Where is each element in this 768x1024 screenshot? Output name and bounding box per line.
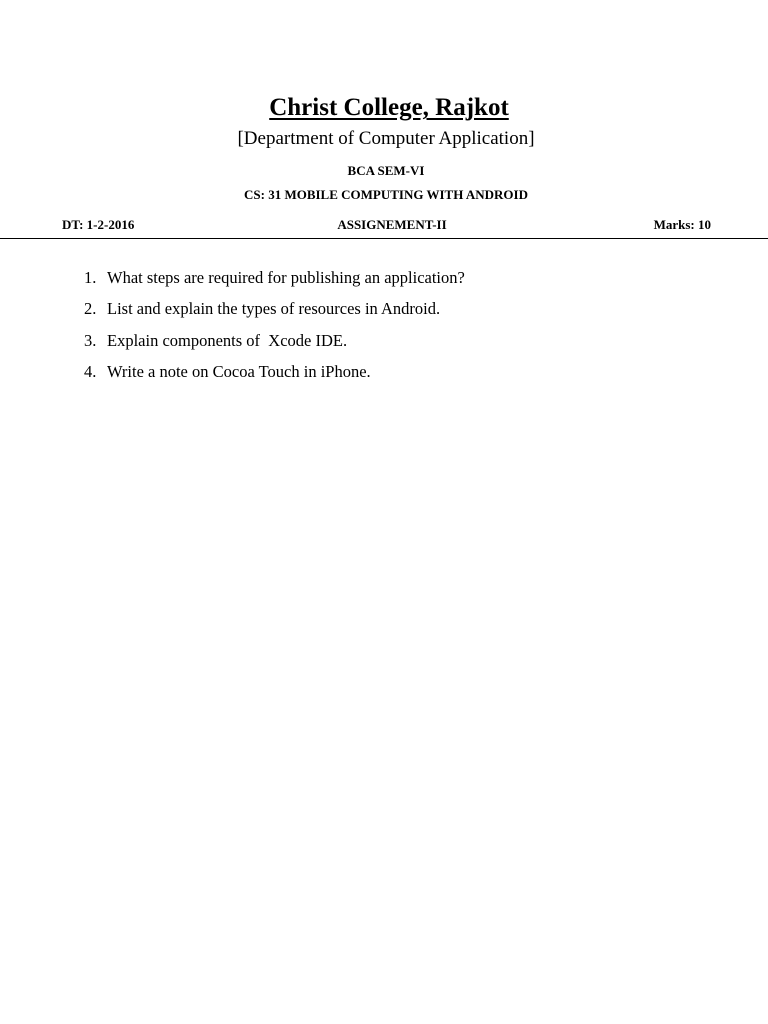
question-item xyxy=(0,297,768,328)
semester-label: BCA SEM-VI xyxy=(347,163,425,178)
question-item xyxy=(0,329,768,360)
question-text: Explain components of Xcode IDE. xyxy=(107,330,348,350)
assignment-title: ASSIGNEMENT-II xyxy=(337,217,447,232)
question-number: 4. xyxy=(84,361,97,381)
question-number: 1. xyxy=(84,268,97,287)
assignment-date: DT: 1-2-2016 xyxy=(62,217,135,232)
meta-row xyxy=(0,216,768,234)
question-list xyxy=(0,266,768,391)
header-divider xyxy=(0,238,768,239)
subject-title: CS: 31 MOBILE COMPUTING WITH ANDROID xyxy=(244,187,528,202)
department-name: [Department of Computer Application] xyxy=(237,128,535,149)
question-number: 2. xyxy=(84,299,97,319)
question-text: Write a note on Cocoa Touch in iPhone. xyxy=(107,361,371,381)
question-text: List and explain the types of resources in Android. xyxy=(107,299,441,319)
question-item xyxy=(0,266,768,297)
college-title: Christ College, Rajkot xyxy=(269,94,509,121)
question-item xyxy=(0,360,768,391)
question-text: What steps are required for publishing an application? xyxy=(107,268,465,287)
assignment-marks: Marks: 10 xyxy=(653,217,711,232)
question-number: 3. xyxy=(84,330,97,350)
